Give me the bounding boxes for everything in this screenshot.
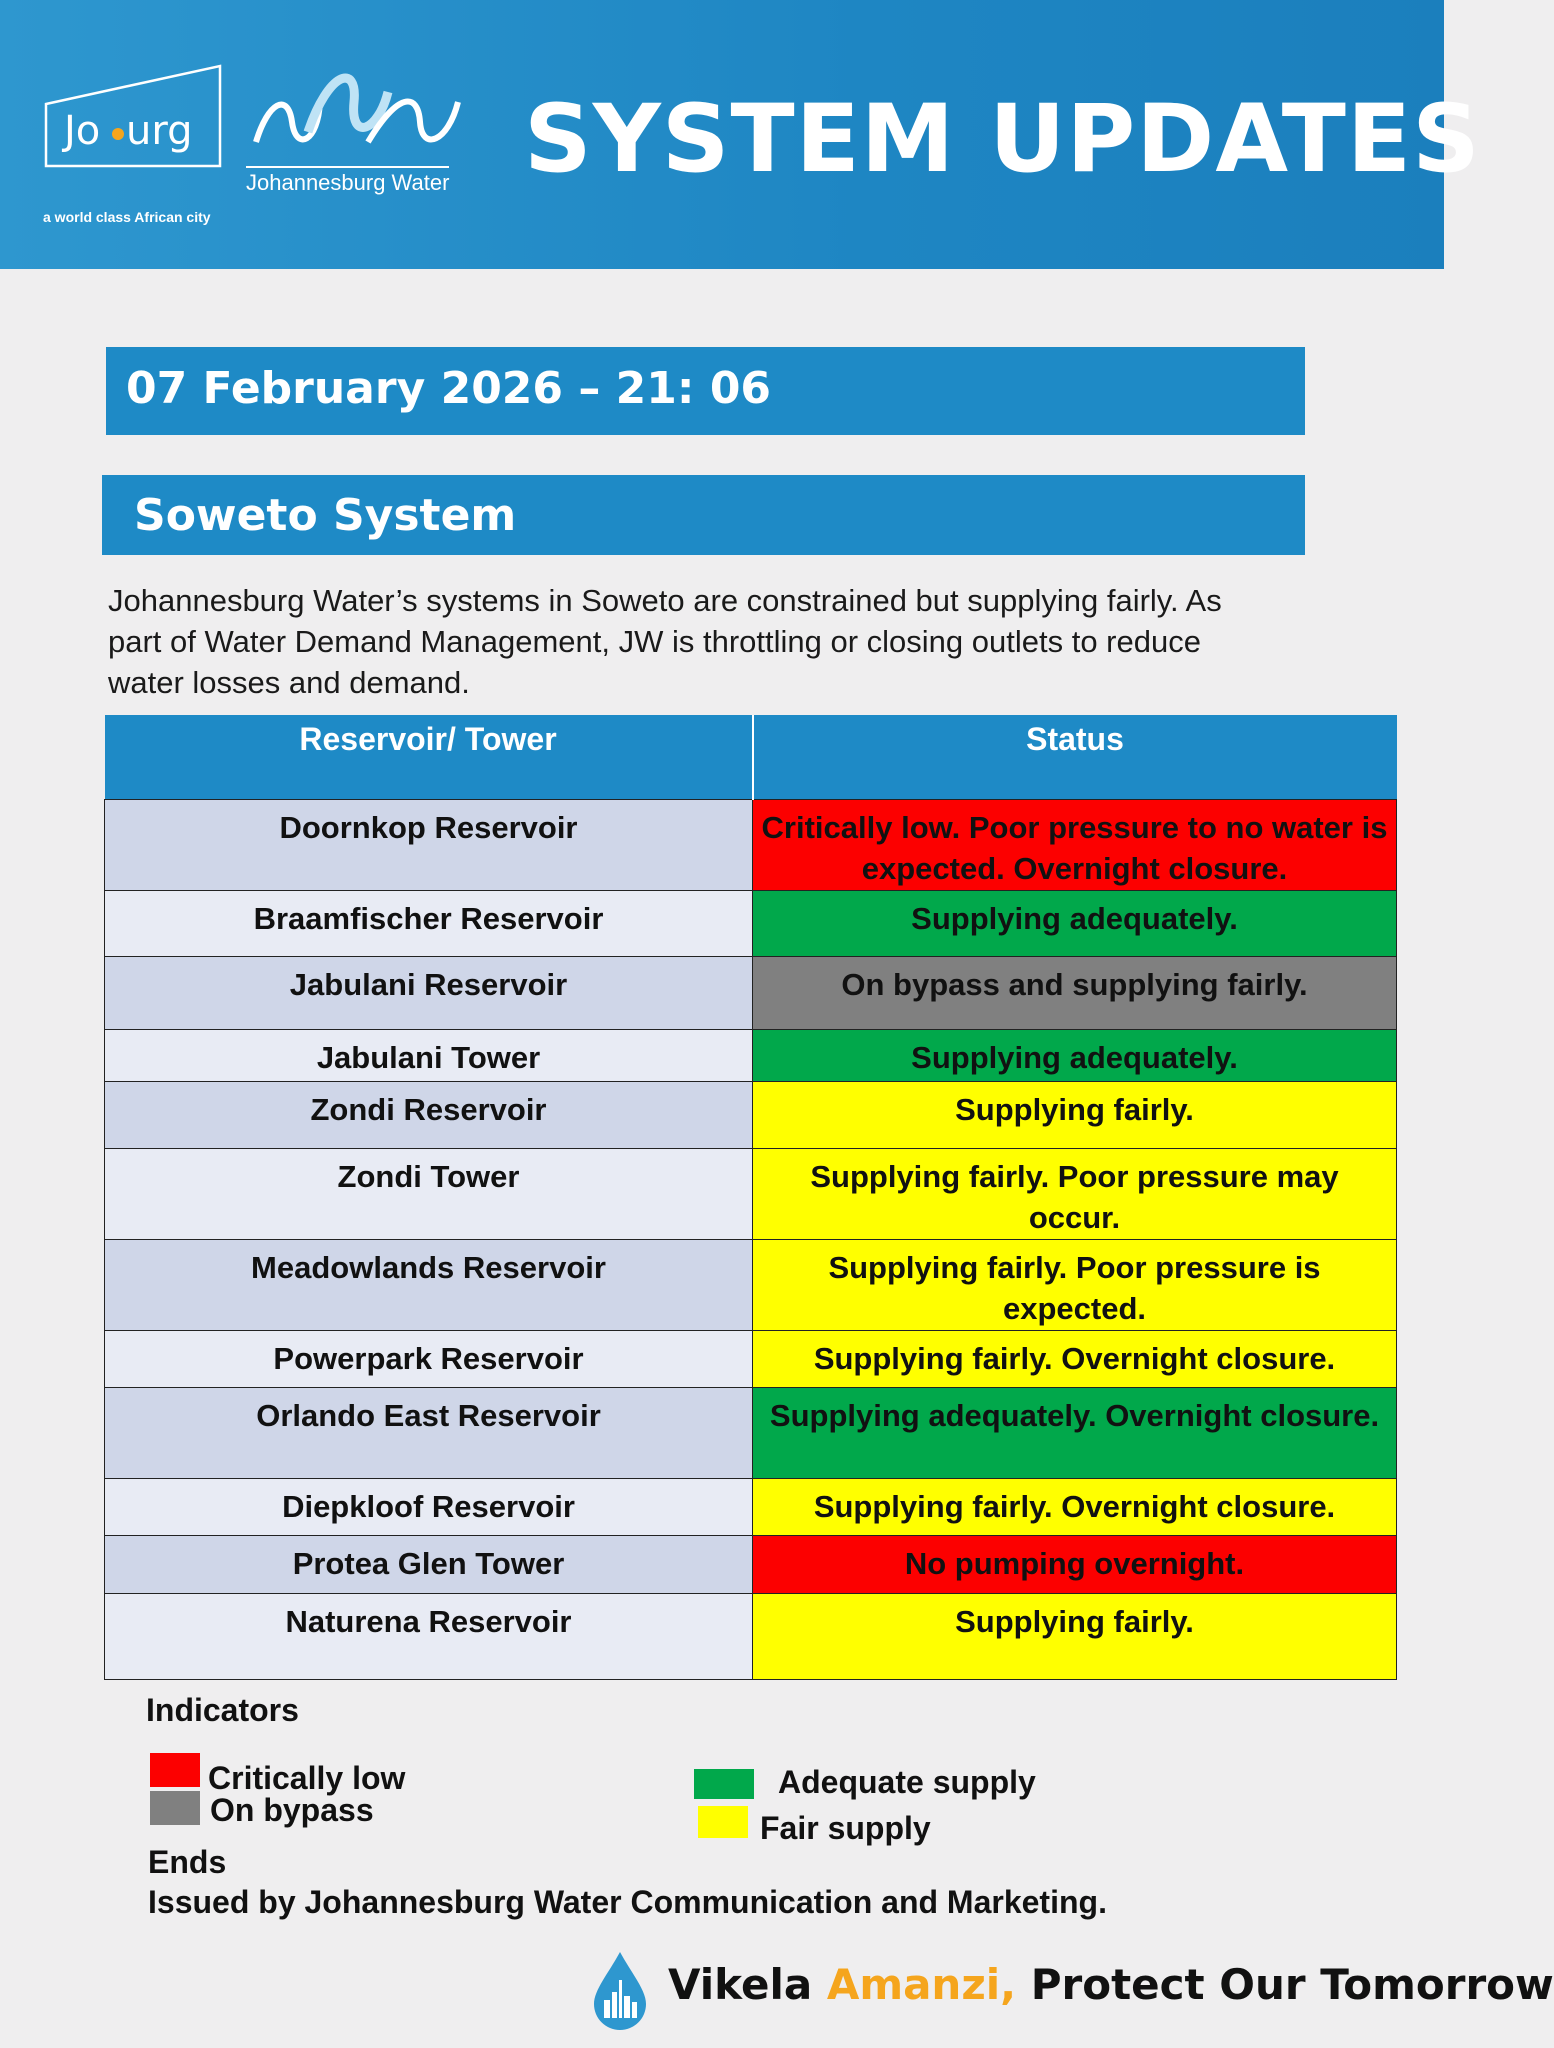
reservoir-name-cell: Braamfischer Reservoir <box>105 891 753 957</box>
indicators-title: Indicators <box>146 1692 299 1728</box>
water-drop-icon <box>592 1950 648 2030</box>
adequate-swatch <box>694 1769 754 1799</box>
critical-label: Critically low <box>208 1760 406 1796</box>
slogan-part1: Vikela <box>668 1960 827 2009</box>
table-header-row <box>105 715 1397 800</box>
table-row <box>105 1536 1397 1594</box>
status-cell: Supplying fairly. Overnight closure. <box>753 1479 1397 1536</box>
table-row <box>105 1331 1397 1388</box>
reservoir-name-cell: Powerpark Reservoir <box>105 1331 753 1388</box>
reservoir-name-cell: Protea Glen Tower <box>105 1536 753 1594</box>
bypass-label: On bypass <box>210 1792 374 1828</box>
status-cell: On bypass and supplying fairly. <box>753 957 1397 1030</box>
table-row <box>105 1149 1397 1240</box>
table-body <box>105 800 1397 1680</box>
fair-label: Fair supply <box>760 1810 931 1846</box>
table-row <box>105 891 1397 957</box>
reservoir-name-cell: Jabulani Reservoir <box>105 957 753 1030</box>
page-title: SYSTEM UPDATES <box>524 85 1481 194</box>
table-row <box>105 1388 1397 1479</box>
status-table <box>104 715 1397 1680</box>
slogan-accent: Amanzi, <box>826 1960 1017 2009</box>
status-cell: Supplying fairly. <box>753 1082 1397 1149</box>
reservoir-name-cell: Meadowlands Reservoir <box>105 1240 753 1331</box>
adequate-label: Adequate supply <box>778 1764 1036 1800</box>
reservoir-name-cell: Diepkloof Reservoir <box>105 1479 753 1536</box>
issued-by-text: Issued by Johannesburg Water Communication and Marketing. <box>148 1884 1107 1920</box>
status-cell: Supplying adequately. Overnight closure. <box>753 1388 1397 1479</box>
joburg-logo <box>44 64 220 168</box>
status-cell: Supplying fairly. Poor pressure is expected. <box>753 1240 1397 1331</box>
header-banner <box>0 0 1481 269</box>
fair-swatch <box>698 1806 748 1838</box>
ends-text: Ends <box>148 1844 227 1880</box>
system-bar <box>102 475 1305 555</box>
system-intro: Johannesburg Water’s systems in Soweto are constrained but supplying fairly. As part of Water Demand Management, JW is throttling or closing outlets to reduce water losses and demand. <box>108 583 1222 700</box>
slogan-part2: Protect Our Tomorrow <box>1016 1960 1554 2009</box>
reservoir-name-cell: Zondi Reservoir <box>105 1082 753 1149</box>
status-cell: No pumping overnight. <box>753 1536 1397 1594</box>
reservoir-name-cell: Orlando East Reservoir <box>105 1388 753 1479</box>
johannesburg-water-logo <box>248 62 470 162</box>
status-cell: Critically low. Poor pressure to no water is expected. Overnight closure. <box>753 800 1397 891</box>
status-cell: Supplying fairly. Overnight closure. <box>753 1331 1397 1388</box>
johannesburg-water-wordmark: Johannesburg Water <box>246 166 449 196</box>
status-cell: Supplying fairly. <box>753 1594 1397 1680</box>
table-row <box>105 1240 1397 1331</box>
reservoir-name-cell: Jabulani Tower <box>105 1030 753 1082</box>
reservoir-name-cell: Zondi Tower <box>105 1149 753 1240</box>
table-row <box>105 957 1397 1030</box>
column-header-reservoir: Reservoir/ Tower <box>105 715 753 800</box>
joburg-tagline: a world class African city <box>43 209 211 225</box>
column-header-status: Status <box>753 715 1397 800</box>
slogan <box>668 1960 1554 2009</box>
table-row <box>105 1082 1397 1149</box>
status-cell: Supplying adequately. <box>753 891 1397 957</box>
reservoir-name-cell: Doornkop Reservoir <box>105 800 753 891</box>
svg-text:Jo: Jo <box>64 108 101 154</box>
system-title: Soweto System <box>134 490 517 541</box>
table-row <box>105 1030 1397 1082</box>
status-cell: Supplying fairly. Poor pressure may occur. <box>753 1149 1397 1240</box>
svg-text:urg: urg <box>126 108 193 154</box>
status-cell: Supplying adequately. <box>753 1030 1397 1082</box>
critical-swatch <box>150 1753 200 1787</box>
table-row <box>105 1479 1397 1536</box>
date-bar <box>106 347 1305 435</box>
update-datetime: 07 February 2026 – 21: 06 <box>126 363 772 414</box>
table-row <box>105 1594 1397 1680</box>
bypass-swatch <box>150 1791 200 1825</box>
table-row <box>105 800 1397 891</box>
reservoir-name-cell: Naturena Reservoir <box>105 1594 753 1680</box>
